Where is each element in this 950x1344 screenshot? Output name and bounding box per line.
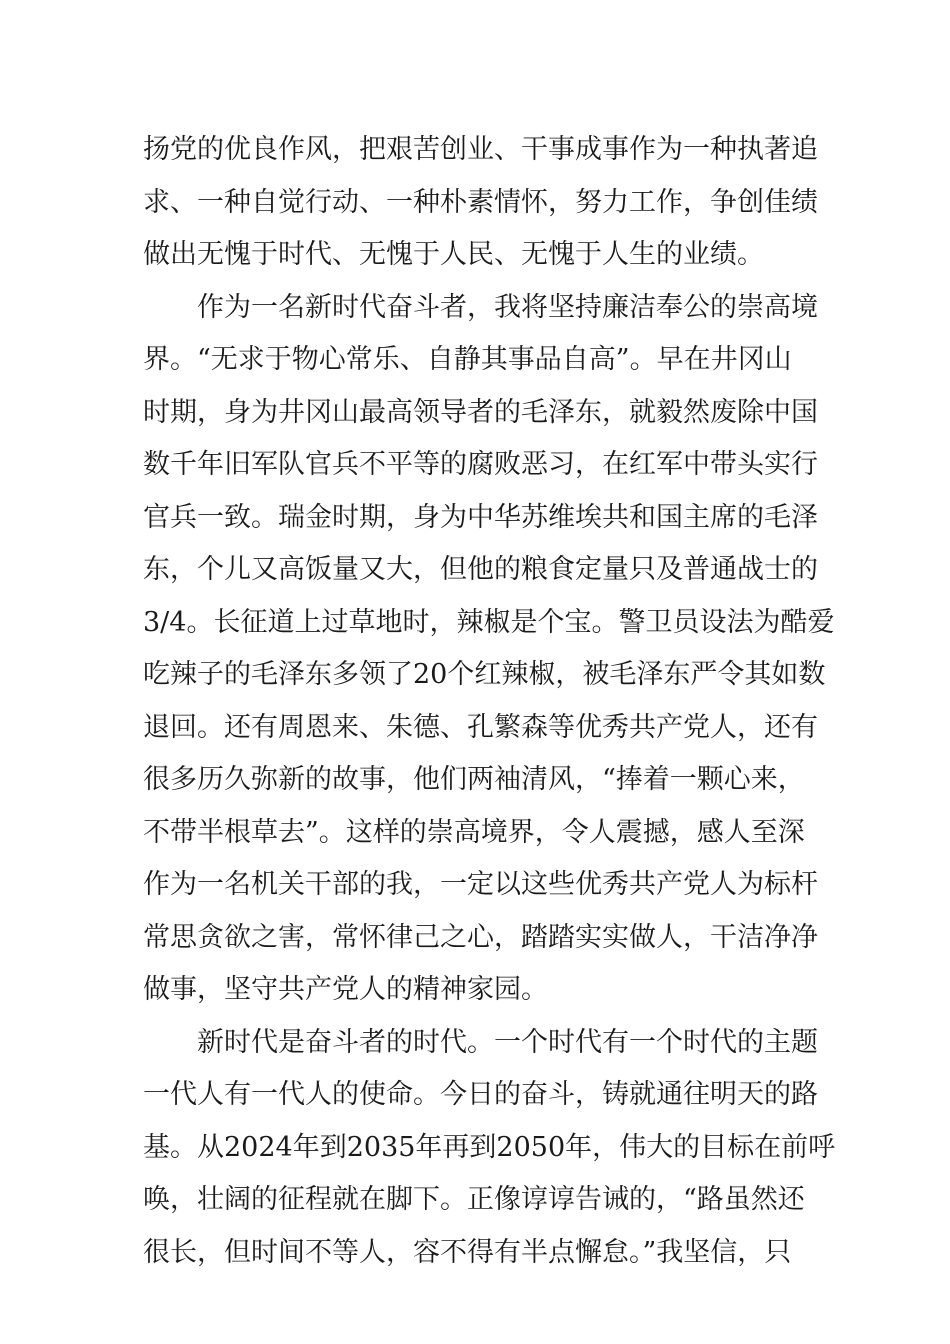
body-text [143,124,836,1279]
text-line: 作为一名机关干部的我，一定以这些优秀共产党人为标杆 [143,869,818,900]
text-line: 官兵一致。瑞金时期，身为中华苏维埃共和国主席的毛泽 [143,501,818,533]
text-line: 3/4。长征道上过草地时，辣椒是个宝。警卫员设法为酷爱 [143,606,835,638]
paragraph-1 [143,124,818,282]
text-line: 时期，身为井冈山最高领导者的毛泽东，就毅然废除中国 [143,396,818,428]
text-line: 不带半根草去”。这样的崇高境界，令人震撼，感人至深 [143,816,805,848]
text-line: 退回。还有周恩来、朱德、孔繁森等优秀共产党人，还有 [143,711,818,743]
text-line: 东，个儿又高饭量又大，但他的粮食定量只及普通战士的 [143,554,818,585]
paragraph-2 [143,282,835,1017]
text-line: 界。“无求于物心常乐、自静其事品自高”。早在井冈山 [143,344,792,375]
text-line: 很长，但时间不等人，容不得有半点懈怠。”我坚信，只 [143,1236,792,1268]
text-line: 基。从2024年到2035年再到2050年，伟大的目标在前呼 [143,1131,836,1163]
text-line: 很多历久弥新的故事，他们两袖清风，“捧着一颗心来， [143,764,805,795]
text-line: 一代人有一代人的使命。今日的奋斗，铸就通往明天的路 [143,1079,818,1110]
text-line: 新时代是奋斗者的时代。一个时代有一个时代的主题 [197,1026,818,1058]
text-line: 扬党的优良作风，把艰苦创业、干事成事作为一种执著追 [143,134,818,165]
text-line: 做出无愧于时代、无愧于人民、无愧于人生的业绩。 [143,239,764,270]
text-line: 做事，坚守共产党人的精神家园。 [143,974,548,1005]
paragraph-3 [143,1017,836,1280]
text-line: 作为一名新时代奋斗者，我将坚持廉洁奉公的崇高境 [197,291,818,323]
text-line: 常思贪欲之害，常怀律己之心，踏踏实实做人，干洁净净 [143,921,818,953]
text-line: 数千年旧军队官兵不平等的腐败恶习，在红军中带头实行 [143,449,818,480]
text-line: 吃辣子的毛泽东多领了20个红辣椒，被毛泽东严令其如数 [143,659,826,690]
text-line: 求、一种自觉行动、一种朴素情怀，努力工作，争创佳绩 [143,186,818,218]
text-line: 唤，壮阔的征程就在脚下。正像谆谆告诫的，“路虽然还 [143,1184,805,1215]
